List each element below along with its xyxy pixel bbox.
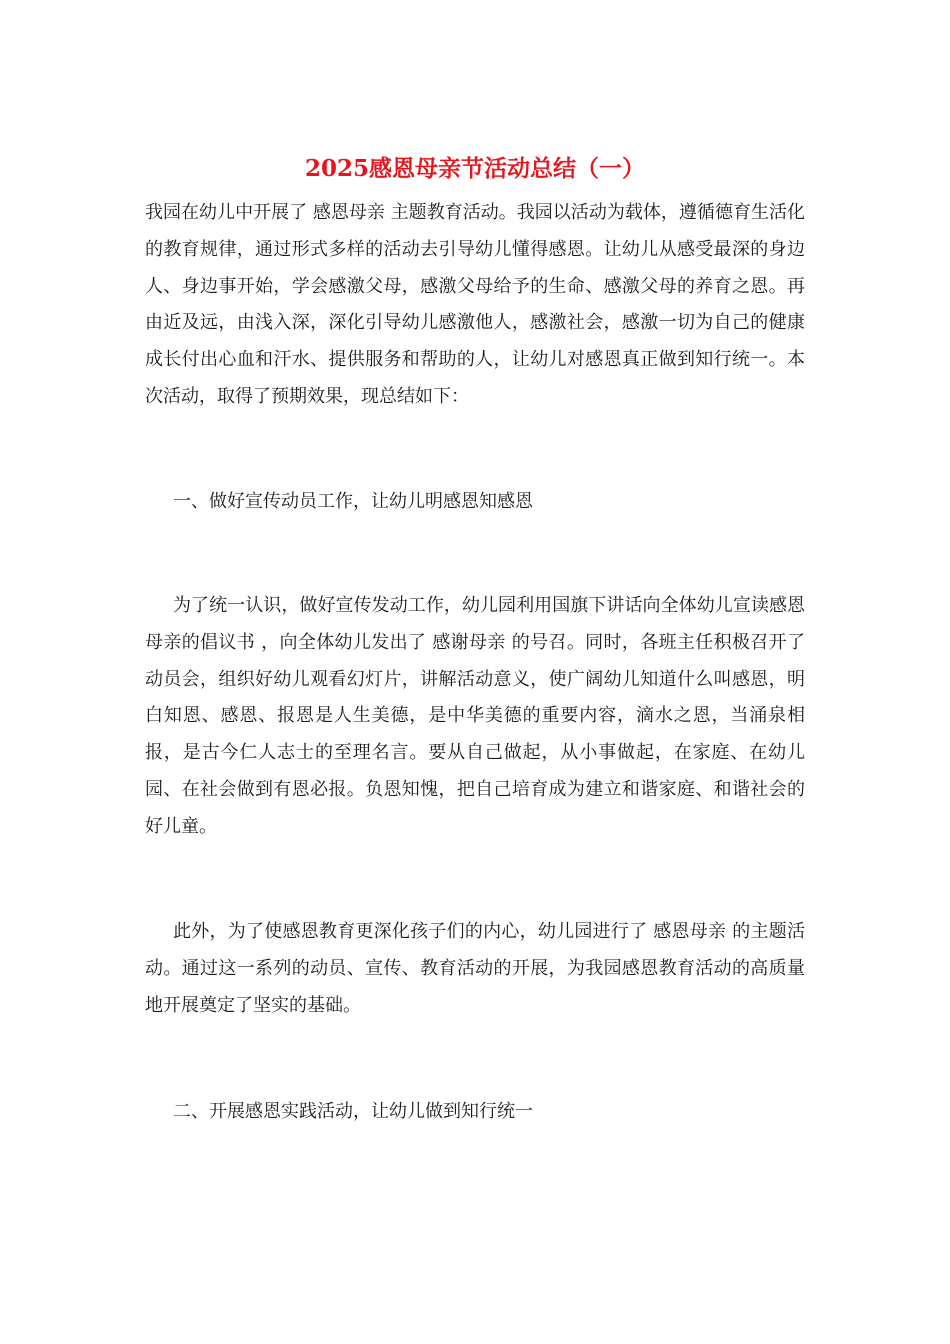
- intro-paragraph: 我园在幼儿中开展了 感恩母亲 主题教育活动。我园以活动为载体，遵循德育生活化的教育规律，通过形式多样的活动去引导幼儿懂得感恩。让幼儿从感受最深的身边人、身边事开始，学会感激父母，感激父母给予的生命、感激父母的养育之恩。再由近及远，由浅入深，深化引导幼儿感激他人，感激社会，感激一切为自己的健康成长付出心血和汗水、提供服务和帮助的人，让幼儿对感恩真正做到知行统一。本次活动，取得了预期效果，现总结如下：: [145, 202, 805, 407]
- section-heading-two: 二、开展感恩实践活动，让幼儿做到知行统一: [173, 1101, 533, 1122]
- section-heading-one: 一、做好宣传动员工作，让幼儿明感恩知感恩: [173, 491, 533, 512]
- section-one-paragraph-two: 此外，为了使感恩教育更深化孩子们的内心，幼儿园进行了 感恩母亲 的主题活动。通过这一系列的动员、宣传、教育活动的开展，为我园感恩教育活动的高质量地开展奠定了坚实的基础。: [145, 921, 805, 1016]
- section-one-paragraph-one: 为了统一认识，做好宣传发动工作，幼儿园利用国旗下讲话向全体幼儿宣读感恩母亲的倡议书 ，向全体幼儿发出了 感谢母亲 的号召。同时，各班主任积极召开了动员会，组织好幼儿观看幻灯片，讲解活动意义，使广阔幼儿知道什么叫感恩，明白知恩、感恩、报恩是人生美德，是中华美德的重要内容，滴水之恩，当涌泉相报，是古今仁人志士的至理名言。要从自己做起，从小事做起，在家庭、在幼儿园、在社会做到有恩必报。负恩知愧，把自己培育成为建立和谐家庭、和谐社会的好儿童。: [145, 595, 805, 837]
- document-title: 2025感恩母亲节活动总结（一）: [304, 155, 645, 182]
